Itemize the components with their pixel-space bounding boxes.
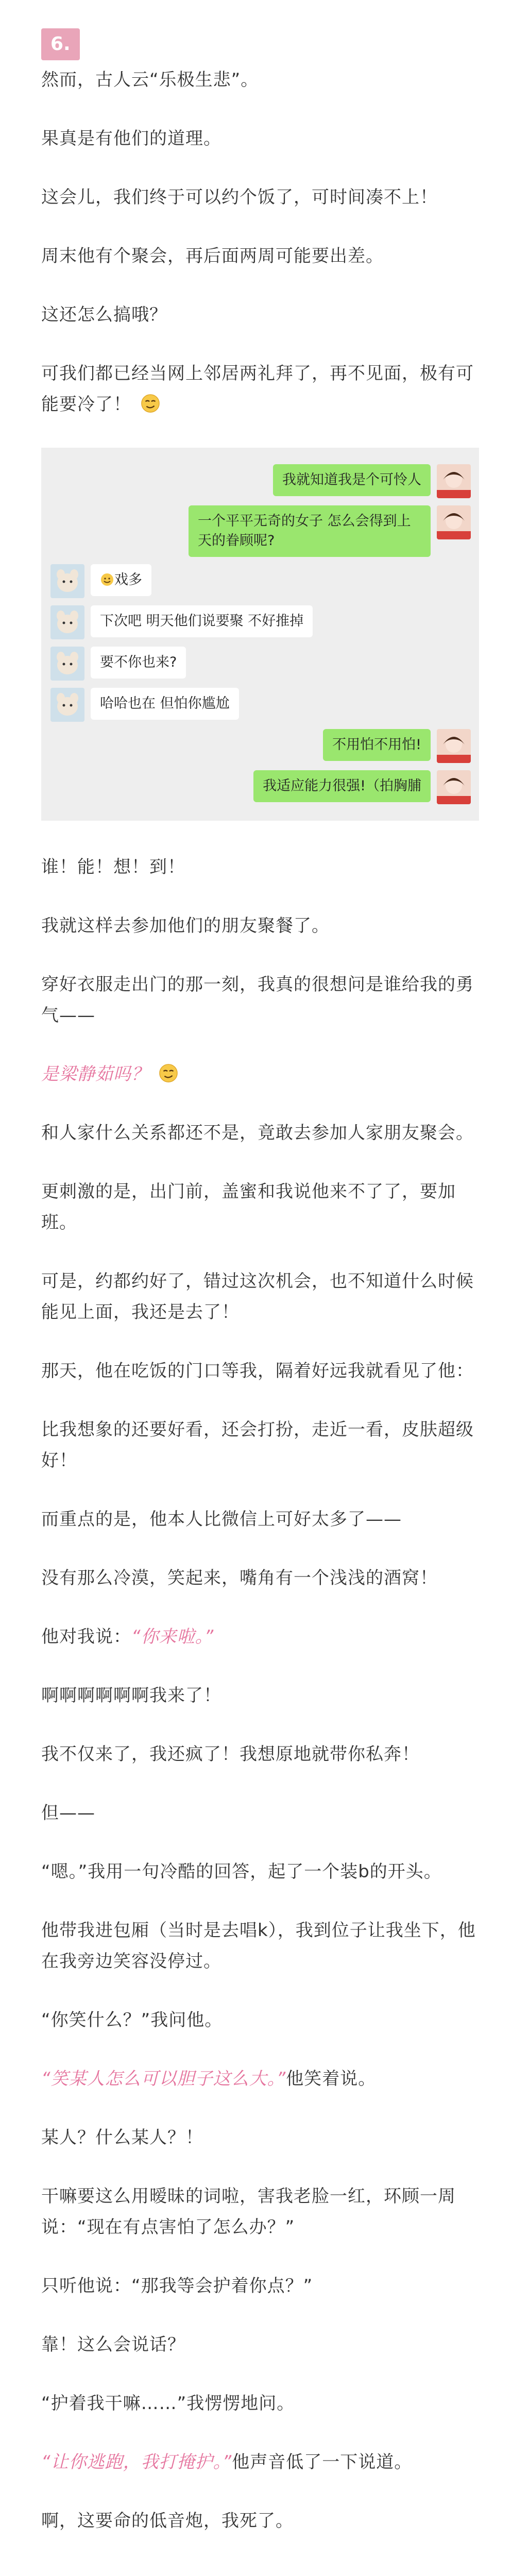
meme-illustration-icon <box>143 2564 369 2576</box>
paragraph: 啊，这要命的低音炮，我死了。 <box>41 2511 294 2531</box>
paragraph: 可是，约都约好了，错过这次机会，也不知道什么时候能见上面，我还是去了！ <box>41 1271 474 1323</box>
pink-question-text: 是梁静茹吗？ <box>41 1064 149 1084</box>
paragraph: “护着我干嘛……”我愣愣地问。 <box>41 2393 295 2414</box>
smirk-emoji-icon <box>141 394 160 413</box>
paragraph: 没有那么冷漠，笑起来，嘴角有一个浅浅的酒窝！ <box>41 1568 438 1588</box>
chat-bubble: 我适应能力很强!（拍胸脯 <box>253 770 431 802</box>
chat-message-left <box>50 688 471 722</box>
chat-message-left <box>50 647 471 681</box>
paragraph: 那天，他在吃饭的门口等我，隔着好远我就看见了他： <box>41 1361 474 1381</box>
friend-avatar-icon <box>50 605 84 639</box>
chat-bubble-text: 戏多 <box>114 572 142 588</box>
chat-screenshot <box>41 448 479 821</box>
paragraph: 啊啊啊啊啊啊我来了！ <box>41 1685 221 1706</box>
my-avatar-icon <box>437 729 471 763</box>
paragraph: 周末他有个聚会，再后面两周可能要出差。 <box>41 246 384 266</box>
chat-bubble: 下次吧 明天他们说要聚 不好推掉 <box>91 605 313 637</box>
paragraph: 和人家什么关系都还不是，竟敢去参加人家朋友聚会。 <box>41 1123 474 1143</box>
paragraph: 果真是有他们的道理。 <box>41 128 221 149</box>
paragraph: 然而，古人云“乐极生悲”。 <box>41 70 259 90</box>
chat-bubble: 一个平平无奇的女子 怎么会得到上天的眷顾呢? <box>189 505 431 557</box>
chat-bubble: 我就知道我是个可怜人 <box>273 464 431 496</box>
paragraph-text: 可我们都已经当网上邻居两礼拜了，再不见面，极有可能要冷了！ <box>41 363 474 415</box>
section-number-badge: 6. <box>41 28 80 60</box>
paragraph-with-quote <box>41 2063 486 2094</box>
smile-emoji-icon <box>100 572 114 587</box>
paragraph: 只听他说：“那我等会护着你点？” <box>41 2276 313 2296</box>
oh-my-god-meme-image <box>143 2564 369 2576</box>
chat-message-left <box>50 605 471 639</box>
paragraph-with-quote <box>41 1621 486 1652</box>
pink-question <box>41 1059 486 1090</box>
paragraph: 这会儿，我们终于可以约个饭了，可时间凑不上！ <box>41 187 438 208</box>
chat-message-right <box>50 464 471 498</box>
pink-quote: “你来啦。” <box>131 1626 214 1647</box>
paragraph: 他带我进包厢（当时是去唱k），我到位子让我坐下，他在我旁边笑容没停过。 <box>41 1920 476 1972</box>
chat-message-right <box>50 729 471 763</box>
paragraph-text: 他声音低了一下说道。 <box>232 2452 413 2472</box>
section-header <box>0 0 512 64</box>
friend-avatar-icon <box>50 688 84 722</box>
my-avatar-icon <box>437 464 471 498</box>
my-avatar-icon <box>437 505 471 539</box>
paragraph: 靠！这么会说话？ <box>41 2334 185 2355</box>
paragraph: “嗯。”我用一句冷酷的回答，起了一个装b的开头。 <box>41 1861 442 1882</box>
friend-avatar-icon <box>50 564 84 598</box>
paragraph: 比我想象的还要好看，还会打扮，走近一看，皮肤超级好！ <box>41 1419 474 1471</box>
paragraph-with-emoji <box>41 358 486 420</box>
chat-message-left <box>50 564 471 598</box>
pink-quote: “让你逃跑，我打掩护。” <box>41 2452 232 2472</box>
article-body <box>0 64 512 2536</box>
chat-message-right <box>50 770 471 804</box>
chat-message-right <box>50 505 471 557</box>
chat-bubble: 要不你也来? <box>91 647 186 679</box>
friend-avatar-icon <box>50 647 84 681</box>
paragraph: 而重点的是，他本人比微信上可好太多了—— <box>41 1509 402 1530</box>
paragraph: 干嘛要这么用暧昧的词啦，害我老脸一红，环顾一周说：“现在有点害怕了怎么办？” <box>41 2186 456 2238</box>
chat-bubble: 不用怕不用怕! <box>323 729 431 761</box>
paragraph: 谁！能！想！到！ <box>41 857 185 877</box>
paragraph: 某人？什么某人？！ <box>41 2127 203 2148</box>
paragraph-with-quote <box>41 2447 486 2478</box>
paragraph: “你笑什么？”我问他。 <box>41 2010 223 2030</box>
paragraph: 更刺激的是，出门前，盖蜜和我说他来不了了，要加班。 <box>41 1181 456 1233</box>
paragraph: 这还怎么搞哦？ <box>41 304 167 325</box>
paragraph: 穿好衣服走出门的那一刻，我真的很想问是谁给我的勇气—— <box>41 974 474 1026</box>
paragraph: 但—— <box>41 1803 95 1823</box>
my-avatar-icon <box>437 770 471 804</box>
pink-quote: “笑某人怎么可以胆子这么大。” <box>41 2069 286 2089</box>
chat-bubble <box>91 564 151 596</box>
paragraph-text: 他对我说： <box>41 1626 131 1647</box>
smirk-emoji-icon <box>159 1063 178 1083</box>
paragraph: 我不仅来了，我还疯了！我想原地就带你私奔！ <box>41 1744 420 1765</box>
paragraph-text: 他笑着说。 <box>286 2069 377 2089</box>
paragraph: 我就这样去参加他们的朋友聚餐了。 <box>41 916 330 936</box>
chat-bubble: 哈哈也在 但怕你尴尬 <box>91 688 239 720</box>
